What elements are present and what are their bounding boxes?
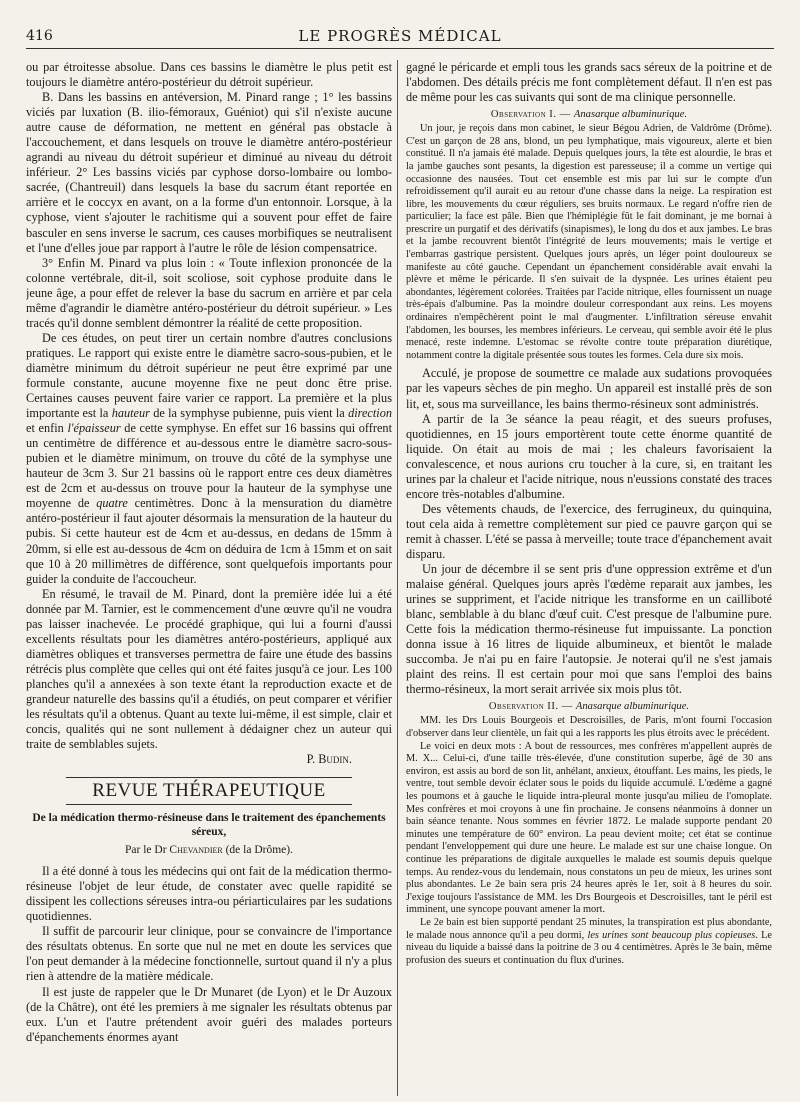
paragraph: A partir de la 3e séance la peau réagit, et des sueurs profuses, quotidiennes, en 15 jours emportèrent toute cette énorme quantité de liquide. On était au mois de mai ; les chaleurs favorisaient la convalescence, et nous aurions cru toucher à la cure, si, en traitant les urines par la chaleur et l'acide nitrique, nous n'eussions constaté des traces encore très-notables d'albumine.	[406, 411, 772, 501]
paragraph: Des vêtements chauds, de l'exercice, des ferrugineux, du quinquina, tout cela aida à remettre complètement sur pied ce pauvre garçon qui se remit à chasser. L'été se passa à merveille; toute trace d'épanchement avait disparu.	[406, 501, 772, 561]
paragraph	[26, 331, 392, 587]
text-run: (de la Drôme).	[222, 844, 293, 857]
paragraph: ou par étroitesse absolue. Dans ces bassins le diamètre le plus petit est toujours le diamètre antéro-postérieur du détroit supérieur.	[26, 60, 392, 90]
right-column	[406, 60, 772, 1100]
observation-label: Observation II. —	[488, 701, 576, 713]
section-title: REVUE THÉRAPEUTIQUE	[66, 777, 352, 805]
observation-heading	[406, 700, 772, 714]
text-run: centimètres. Donc à la mensuration du diamètre antéro-postérieur il faut ajouter désormais la mensuration de la hauteur du pubis. Si cette hauteur est de 4cm et au-dessus, en dedans de 15mm à 20mm, si elle est au-dessous de 4cm on déduira de 1cm à 15mm et on sait que 10 à 20 millimètres de différence, sont quelquefois importants pour guider la conduite de l'accoucheur.	[26, 496, 392, 586]
article-title: De la médication thermo-résineuse dans le traitement des épanchements séreux,	[32, 812, 386, 839]
paragraph: gagné le péricarde et empli tous les grands sacs séreux de la poitrine et de l'abdomen. Des détails précis me font complètement défaut. Il n'en est pas de même pour les cas suivants qui sont de ma clinique personnelle.	[406, 60, 772, 105]
left-column	[26, 60, 392, 1100]
signature: P. Budin.	[306, 752, 352, 767]
paragraph: En résumé, le travail de M. Pinard, dont la première idée lui a été donnée par M. Tarnier, est le commencement d'une œuvre qu'il ne voudra pas laisser inachevée. Le procédé graphique, qui lui a fourni d'aussi excellents résultats pour les diamètres antéro-postérieurs, appliqué aux diamètres obliques et transverses permettra de faire une étude des bassins rétrécis plus complète que celles qui ont été faites jusqu'à ce jour. Les 100 planches qu'il a annexées à son texte étant la reproduction exacte et de grandeur naturelle des bassins qu'il a étudiés, on peut comparer et vérifier les résultats qu'il a obtenus. Quant au texte lui-même, il est simple, clair et concis, qualités qui ne sont nullement à dédaigner chez un auteur qui traite de semblables sujets.	[26, 586, 392, 752]
journal-title: LE PROGRÈS MÉDICAL	[298, 27, 502, 45]
observation-heading	[406, 108, 772, 122]
text-run: de la symphyse pubienne, puis vient la	[149, 406, 349, 421]
text-run: et enfin	[26, 421, 68, 436]
observation-label: Observation I. —	[490, 109, 574, 121]
article-author	[26, 843, 392, 858]
emphasis: les urines sont beaucoup plus copieuses	[587, 929, 756, 941]
observation-text: MM. les Drs Louis Bourgeois et Descroisilles, de Paris, m'ont fourni l'occasion d'observer dans leur clientèle, un fait qui a les rapports les plus étroits avec le précédent.	[406, 715, 772, 740]
paragraph: Il a été donné à tous les médecins qui ont fait de la médication thermo-résineuse l'objet de leur étude, de constater avec quelle rapidité se dissipent les collections séreuses intra-ou périarticulaires par les sudations quotidiennes.	[26, 864, 392, 924]
paragraph: Un jour de décembre il se sent pris d'une oppression extrême et d'un malaise général. Quelques jours après l'œdème reparait aux jambes, les urines se suppriment, et l'acide nitrique les transforme en un cailliboté blanc, semblable à du blanc d'œuf cuit. C'est presque de l'albumine pure. Cette fois la médication thermo-résineuse fut impuissante. La ponction donna issue à 16 litres de liquide albumineux, et bientôt le malade succomba. Je n'ai pu en faire l'autopsie. Je noterai qu'il ne s'est jamais plaint des reins. Il est certain pour moi que sans l'emploi des bains thermo-résineux, la mort serait arrivée six mois plus tôt.	[406, 562, 772, 697]
emphasis: hauteur	[111, 406, 150, 421]
page-number: 416	[26, 28, 53, 44]
text-run: . Le niveau du liquide a baissé dans la poitrine de 3 ou 4 centimètres. Après le 3e bain, même profusion des sueurs et continuation du flux d'urines.	[406, 929, 772, 966]
page-header	[26, 22, 774, 49]
observation-text: Le voici en deux mots : A bout de ressources, mes confrères m'appellent auprès de M. X... Celui-ci, d'une taille très-élevée, d'une constitution superbe, âgé de 30 ans environ, est assis au bord de son lit, anhélant, anxieux, étouffant. Les mains, les pieds, le ventre, tout semble devoir éclater sous le poids du liquide accumulé. L'œdème a gagné les poumons et à gauche le liquide intra-pleural monte jusqu'au milieu de l'omoplate. Mes confrères et moi croyons à une fin prochaine. Je consens néanmoins à donner un bain séance tenante. Nous sommes en février 1872. Le malade supporte pendant 20 minutes une température de 60° environ. La peau devient moite; cet état se continue pendant l'enveloppement qui dure une heure. Le malade est sur une chaise longue. On continue les préparations de digitale auxquelles le malade est soumis depuis quelque temps. Au rendez-vous du lendemain, nous constatons un peu de mieux, les urines sont plus abondantes. Le 2e bain sera pris 24 heures après le 1er, soit à 8 heures du soir. J'exige toujours l'assistance de MM. les Drs Bourgeois et Descroisilles, tant le péril est imminent, une syncope pouvant amener la mort.	[406, 740, 772, 916]
paragraph: Il suffit de parcourir leur clinique, pour se convaincre de l'importance des résultats obtenus. En sorte que nul ne met en doute les services que l'on peut demander à la médecine fonctionnelle, surtout quand il n'y a plus rien à attendre de la matière médicale.	[26, 924, 392, 984]
text-run: De ces études, on peut tirer un certain nombre d'autres conclusions pratiques. Le rapport qui existe entre le diamètre sacro-sous-pubien, et le diamètre minimum du détroit supérieur ne peut être exprimé par une formule constante, aucune moyenne fixe ne peut donc être prise. Certaines causes peuvent faire varier ce rapport. La première et la plus importante est la	[26, 330, 392, 421]
text-run: de cette symphyse. En effet sur 16 bassins qui offrent un centimètre de différence et au-dessous entre le diamètre sacro-sous-pubien et le diamètre minimum, on trouve du côté de la symphyse une hauteur de 3cm 3. Sur 21 bassins où le rapport entre ces deux diamètres est de 2cm et au-dessus on trouve pour la hauteur de la symphyse une moyenne de	[26, 421, 392, 511]
paragraph: 3° Enfin M. Pinard va plus loin : « Toute inflexion prononcée de la colonne vertébrale, dit-il, soit scoliose, soit cyphose produite dans le jeune âge, a pour effet de relever la base du sacrum en arrière et par cela même d'agrandir le diamètre antéro-postérieur du détroit supérieur. » Les tracés qu'il donne semblent démontrer la réalité de cette proposition.	[26, 255, 392, 330]
emphasis: quatre	[96, 496, 128, 511]
author-name: Chevandier	[169, 844, 223, 857]
emphasis: direction	[348, 406, 392, 421]
text-run: Par le Dr	[125, 844, 170, 857]
observation-text: Un jour, je reçois dans mon cabinet, le sieur Bégou Adrien, de Valdrôme (Drôme). C'est un garçon de 28 ans, blond, un peu lymphatique, mais vigoureux, alerte et bien constitué. Il n'a jamais été malade. Depuis quelques jours, la tête est alourdie, le bras et la jambe gauches sont pesants, la digestion est paresseuse; il a comme un vertige qui occasionne des nausées. Tout cet ensemble est mis par lui sur le compte d'un refroidissement qu'il aurait eu au retour d'une chasse dans la neige. La respiration est libre, les mouvements du cœur réguliers, ses bruits normaux. Le regard n'offre rien de particulier; la face est pâle. Bien que l'hémiplégie fût le fait dominant, je me bornai à prescrire un purgatif et des dérivatifs (sinapismes), le long du dos et aux jambes. Le bras et la jambe recouvrent bientôt l'intégrité de leurs mouvements; mais le vertige et l'embarras gastrique persistent. Quelques jours après, un léger point douloureux se manifeste au côté gauche. Cependant un épanchement considérable avait envahi la plèvre et même le péricarde. Il s'en suivait de la dyspnée. Les urines étaient peu abondantes, légèrement colorées. Traitées par l'acide nitrique, elles fournissent un nuage très-épais d'albumine. Pas la moindre douleur correspondant aux reins. Les moyens ordinaires n'empêchèrent point le mal d'augmenter. L'infiltration séreuse envahit l'abdomen, les bourses, les membres inférieurs. Le cerveau, qui semble avoir été le plus menacé, reste indemne. L'estomac se révolte contre toute préparation diurétique, notamment contre la digitale présentée sous toutes les formes. Cela dure six mois.	[406, 123, 772, 361]
text-run: Le 2e bain est bien supporté pendant 25 minutes, la transpiration est plus abondante, le malade nous annonce qu'il a peu dormi,	[406, 916, 772, 941]
emphasis: l'épaisseur	[67, 421, 121, 436]
paragraph: Il est juste de rappeler que le Dr Munaret (de Lyon) et le Dr Auzoux (de la Châtre), ont été les premiers à me signaler les résultats obtenus par eux. L'un et l'autre prétendent avoir guéri des malades porteurs d'épanchements énormes ayant	[26, 984, 392, 1044]
observation-text	[406, 917, 772, 967]
column-divider	[397, 60, 398, 1096]
observation-title: Anasarque albuminurique.	[573, 109, 688, 121]
paragraph: B. Dans les bassins en antéversion, M. Pinard range ; 1° les bassins viciés par luxation (B. ilio-fémoraux, Guéniot) qui s'il n'existe aucune autre cause de déformation, ne mettent en général pas obstacle à l'accouchement, et dans lesquels on trouve le diamètre antéro-postérieur agrandi au niveau du détroit supérieur et diminué au niveau du détroit inférieur. 2° Les bassins viciés par cyphose dorso-lombaire ou lombo-sacrée, (Chantreuil) dans lesquels la base du sacrum étant reportée en arrière et le coccyx en avant, on a la forme d'un entonnoir. Lorsque, à la cyphose, vient s'ajouter le rachitisme qui a souvent pour effet de faire basculer en sens inverse le sacrum, ces causes morbifiques se neutralisent et l'une d'elles joue par rapport à l'autre le rôle de lésion compensatrice.	[26, 90, 392, 255]
observation-title: Anasarque albuminurique.	[575, 701, 690, 713]
paragraph: Acculé, je propose de soumettre ce malade aux sudations provoquées par les vapeurs sèches de pin megho. Un appareil est installé près de son lit, et, sous ma surveillance, les bains thermo-résineux sont administrés.	[406, 366, 772, 411]
